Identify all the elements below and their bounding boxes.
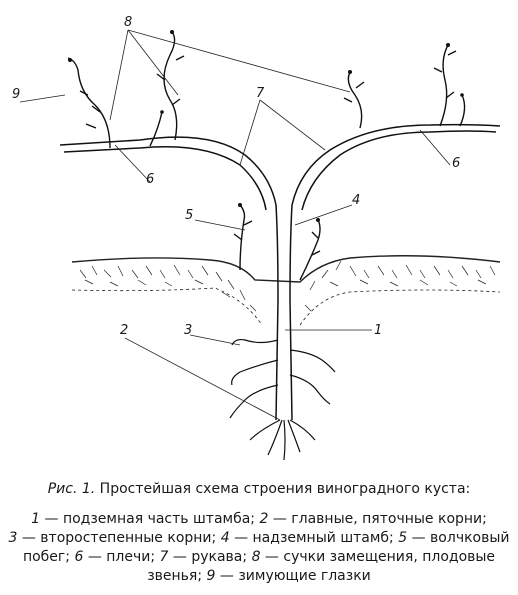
roots bbox=[230, 340, 335, 460]
legend-line-3 bbox=[0, 548, 518, 567]
legend-number: 8 bbox=[251, 549, 261, 565]
trunk bbox=[60, 125, 500, 420]
legend-line-1 bbox=[0, 510, 518, 529]
callout-7: 7 bbox=[256, 86, 265, 101]
legend-number: 2 bbox=[259, 511, 269, 527]
legend-text: — второстепенные корни; bbox=[17, 530, 221, 546]
callout-1: 1 bbox=[374, 323, 383, 338]
figure-legend bbox=[0, 510, 518, 586]
legend-text: — зимующие глазки bbox=[215, 568, 371, 584]
legend-number: 6 bbox=[74, 549, 84, 565]
caption-title: Простейшая схема строения виноградного куста: bbox=[99, 481, 471, 497]
legend-text: побег; bbox=[22, 549, 75, 565]
legend-line-2 bbox=[0, 529, 518, 548]
callout-5: 5 bbox=[185, 208, 194, 223]
figure-caption bbox=[0, 480, 518, 498]
legend-number: 5 bbox=[398, 530, 408, 546]
legend-line-4 bbox=[0, 567, 518, 586]
legend-number: 9 bbox=[206, 568, 216, 584]
callout-4: 4 bbox=[352, 193, 361, 208]
callout-6-left: 6 bbox=[146, 172, 155, 187]
legend-text: — главные, пяточные корни; bbox=[268, 511, 487, 527]
legend-text: — сучки замещения, плодовые bbox=[260, 549, 496, 565]
legend-number: 1 bbox=[31, 511, 41, 527]
legend-text: — рукава; bbox=[168, 549, 252, 565]
legend-number: 4 bbox=[220, 530, 230, 546]
callout-6-right: 6 bbox=[452, 156, 461, 171]
soil-layer bbox=[72, 256, 500, 325]
callout-2: 2 bbox=[120, 323, 129, 338]
legend-number: 3 bbox=[8, 530, 18, 546]
legend-text: — волчковый bbox=[407, 530, 510, 546]
callout-9: 9 bbox=[12, 87, 21, 102]
callout-leaders bbox=[20, 30, 450, 420]
callout-3: 3 bbox=[184, 323, 193, 338]
legend-text: — подземная часть штамба; bbox=[40, 511, 260, 527]
legend-number: 7 bbox=[159, 549, 169, 565]
legend-text: звенья; bbox=[147, 568, 207, 584]
callout-8: 8 bbox=[124, 15, 133, 30]
legend-text: — надземный штамб; bbox=[229, 530, 399, 546]
legend-text: — плечи; bbox=[83, 549, 160, 565]
caption-prefix: Рис. 1. bbox=[47, 481, 96, 497]
fruiting-canes bbox=[68, 30, 465, 280]
